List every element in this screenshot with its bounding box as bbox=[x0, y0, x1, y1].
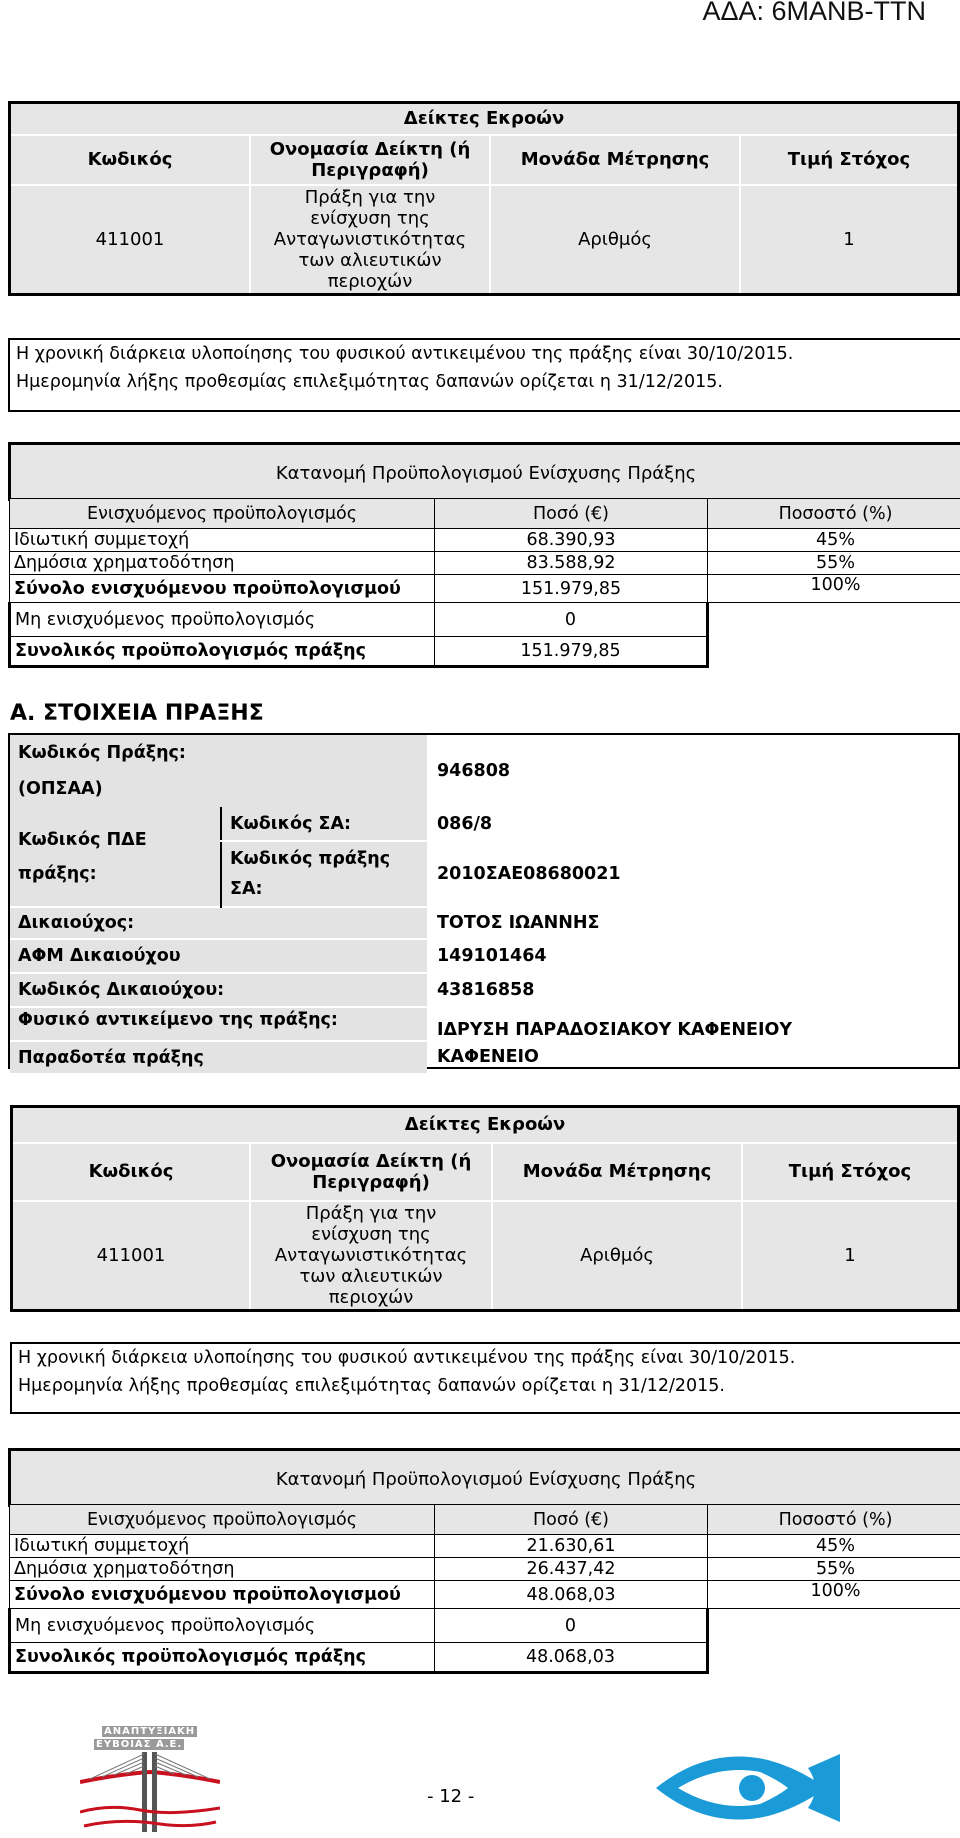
non-supported-amount: 0 bbox=[435, 603, 708, 637]
deliverables-value: ΚΑΦΕΝΕΙΟ bbox=[437, 1047, 539, 1067]
code-label bbox=[10, 735, 427, 771]
public-label: Δημόσια χρηματοδότηση bbox=[10, 552, 435, 575]
non-supported-label: Μη ενισχυόμενος προϋπολογισμός bbox=[10, 603, 435, 637]
total-amount: 48.068,03 bbox=[435, 1643, 708, 1673]
col-percent: Ποσοστό (%) bbox=[708, 1505, 960, 1535]
logo-left bbox=[80, 1726, 220, 1834]
total-amount: 151.979,85 bbox=[435, 637, 708, 667]
row-code: 411001 bbox=[10, 185, 251, 295]
budget-title-2 bbox=[8, 1448, 960, 1507]
beneficiary-value: ΤΟΤΟΣ ΙΩΑΝΝΗΣ bbox=[437, 913, 600, 933]
col-target: Τιμή Στόχος bbox=[740, 135, 959, 185]
col-name-line1: Ονομασία Δείκτη (ή bbox=[269, 138, 471, 160]
row-target: 1 bbox=[740, 185, 959, 295]
row-name-l1: Πράξη για την bbox=[304, 186, 436, 208]
private-amount: 68.390,93 bbox=[435, 529, 708, 552]
col-name bbox=[250, 1143, 492, 1201]
col-unit: Μονάδα Μέτρησης bbox=[492, 1143, 742, 1201]
public-pct: 55% bbox=[708, 1558, 960, 1581]
public-label: Δημόσια χρηματοδότηση bbox=[10, 1558, 435, 1581]
sa-action-label-l2: ΣΑ: bbox=[230, 879, 263, 899]
page-number: - 12 - bbox=[427, 1786, 475, 1807]
total-supported-amount: 151.979,85 bbox=[435, 575, 708, 603]
row-code: 411001 bbox=[12, 1201, 251, 1311]
col-name-line1: Ονομασία Δείκτη (ή bbox=[270, 1150, 472, 1172]
notes-box-1 bbox=[8, 338, 960, 412]
row-name-l5: περιοχών bbox=[328, 1286, 414, 1308]
empty-cell bbox=[708, 637, 960, 667]
sa-action-label bbox=[221, 841, 427, 907]
empty-cell bbox=[708, 1643, 960, 1673]
indicators-table-1 bbox=[8, 101, 960, 296]
logo-left-text-1: ΑΝΑΠΤΥΞΙΑΚΗ bbox=[104, 1726, 196, 1737]
public-amount: 26.437,42 bbox=[435, 1558, 708, 1581]
row-name-l4: των αλιευτικών bbox=[299, 1265, 443, 1287]
afm-label: ΑΦΜ Δικαιούχου bbox=[10, 939, 427, 973]
col-name-line2: Περιγραφή) bbox=[312, 1171, 430, 1193]
pde-label bbox=[10, 807, 221, 907]
sa-action-label-l1: Κωδικός πράξης bbox=[230, 849, 391, 869]
private-pct: 45% bbox=[708, 1535, 960, 1558]
budget-table-1 bbox=[8, 498, 960, 668]
col-code: Κωδικός bbox=[10, 135, 251, 185]
code-label-l1: Κωδικός Πράξης: bbox=[18, 743, 186, 763]
private-amount: 21.630,61 bbox=[435, 1535, 708, 1558]
notes-box-2 bbox=[10, 1342, 960, 1414]
col-percent: Ποσοστό (%) bbox=[708, 499, 960, 529]
sa-code-label: Κωδικός ΣΑ: bbox=[221, 807, 427, 841]
total-supported-pct: 100% bbox=[708, 1581, 960, 1609]
private-pct: 45% bbox=[708, 529, 960, 552]
col-unit: Μονάδα Μέτρησης bbox=[490, 135, 740, 185]
budget-title-text: Κατανομή Προϋπολογισμού Ενίσχυσης Πράξης bbox=[275, 463, 697, 484]
row-target: 1 bbox=[742, 1201, 959, 1311]
indicators-title: Δείκτες Εκροών bbox=[12, 1107, 959, 1143]
object-label: Φυσικό αντικείμενο της πράξης: bbox=[10, 1007, 427, 1041]
code-label-2: (ΟΠΣΑΑ) bbox=[10, 771, 427, 807]
row-name-l3: Ανταγωνιστικότητας bbox=[274, 1244, 468, 1266]
beneficiary-label: Δικαιούχος: bbox=[10, 907, 427, 939]
ada-code: ΑΔΑ: 6ΜΑΝΒ-ΤΤΝ bbox=[702, 0, 926, 26]
note-deadline: Ημερομηνία λήξης προθεσμίας επιλεξιμότητας δαπανών ορίζεται η 31/12/2015. bbox=[18, 1376, 725, 1396]
col-budget: Ενισχυόμενος προϋπολογισμός bbox=[10, 1505, 435, 1535]
col-name-line2: Περιγραφή) bbox=[311, 159, 429, 181]
note-duration: Η χρονική διάρκεια υλοποίησης του φυσικού αντικειμένου της πράξης είναι 30/10/2015. bbox=[16, 344, 794, 364]
col-budget: Ενισχυόμενος προϋπολογισμός bbox=[10, 499, 435, 529]
budget-table-2 bbox=[8, 1504, 960, 1674]
note-duration: Η χρονική διάρκεια υλοποίησης του φυσικού αντικειμένου της πράξης είναι 30/10/2015. bbox=[18, 1348, 796, 1368]
fish-logo-icon bbox=[648, 1746, 844, 1830]
logo-left-text-2: ΕΥΒΟΙΑΣ Α.Ε. bbox=[96, 1739, 183, 1750]
row-name-l3: Ανταγωνιστικότητας bbox=[273, 228, 467, 250]
budget-title-1 bbox=[8, 442, 960, 501]
empty-cell bbox=[708, 1609, 960, 1643]
total-supported-amount: 48.068,03 bbox=[435, 1581, 708, 1609]
empty-cell bbox=[708, 603, 960, 637]
indicators-title: Δείκτες Εκροών bbox=[10, 103, 959, 135]
public-pct: 55% bbox=[708, 552, 960, 575]
note-deadline: Ημερομηνία λήξης προθεσμίας επιλεξιμότητας δαπανών ορίζεται η 31/12/2015. bbox=[16, 372, 723, 392]
total-supported-pct: 100% bbox=[708, 575, 960, 603]
code-value: 946808 bbox=[437, 761, 511, 781]
bridge-logo-icon bbox=[80, 1752, 220, 1834]
col-name bbox=[250, 135, 490, 185]
row-name-l2: ενίσχυση της bbox=[311, 1223, 431, 1245]
col-code: Κωδικός bbox=[12, 1143, 251, 1201]
non-supported-amount: 0 bbox=[435, 1609, 708, 1643]
col-target: Τιμή Στόχος bbox=[742, 1143, 959, 1201]
row-name-l5: περιοχών bbox=[327, 270, 413, 292]
row-name-l1: Πράξη για την bbox=[305, 1202, 437, 1224]
total-label: Συνολικός προϋπολογισμός πράξης bbox=[10, 637, 435, 667]
row-unit: Αριθμός bbox=[490, 185, 740, 295]
total-supported-label: Σύνολο ενισχυόμενου προϋπολογισμού bbox=[10, 1581, 435, 1609]
object-value: ΙΔΡΥΣΗ ΠΑΡΑΔΟΣΙΑΚΟΥ ΚΑΦΕΝΕΙΟΥ bbox=[437, 1020, 793, 1040]
ben-code-value: 43816858 bbox=[437, 980, 535, 1000]
row-name bbox=[250, 185, 490, 295]
total-supported-label: Σύνολο ενισχυόμενου προϋπολογισμού bbox=[10, 575, 435, 603]
budget-title-text: Κατανομή Προϋπολογισμού Ενίσχυσης Πράξης bbox=[275, 1469, 697, 1490]
indicators-table-2 bbox=[10, 1105, 960, 1312]
col-amount: Ποσό (€) bbox=[435, 499, 708, 529]
sa-code-value: 086/8 bbox=[437, 814, 493, 834]
sa-action-value: 2010ΣΑΕ08680021 bbox=[437, 864, 621, 884]
section-a-title: Α. ΣΤΟΙΧΕΙΑ ΠΡΑΞΗΣ bbox=[10, 701, 264, 726]
row-name-l2: ενίσχυση της bbox=[310, 207, 430, 229]
afm-value: 149101464 bbox=[437, 946, 547, 966]
private-label: Ιδιωτική συμμετοχή bbox=[10, 1535, 435, 1558]
row-name-l4: των αλιευτικών bbox=[298, 249, 442, 271]
public-amount: 83.588,92 bbox=[435, 552, 708, 575]
private-label: Ιδιωτική συμμετοχή bbox=[10, 529, 435, 552]
non-supported-label: Μη ενισχυόμενος προϋπολογισμός bbox=[10, 1609, 435, 1643]
section-a-table bbox=[10, 735, 958, 1073]
deliverables-label: Παραδοτέα πράξης bbox=[10, 1041, 427, 1073]
pde-label-l1: Κωδικός ΠΔΕ bbox=[18, 829, 147, 850]
total-label: Συνολικός προϋπολογισμός πράξης bbox=[10, 1643, 435, 1673]
row-name bbox=[250, 1201, 492, 1311]
row-unit: Αριθμός bbox=[492, 1201, 742, 1311]
pde-label-l2: πράξης: bbox=[18, 863, 97, 884]
ben-code-label: Κωδικός Δικαιούχου: bbox=[10, 973, 427, 1007]
col-amount: Ποσό (€) bbox=[435, 1505, 708, 1535]
